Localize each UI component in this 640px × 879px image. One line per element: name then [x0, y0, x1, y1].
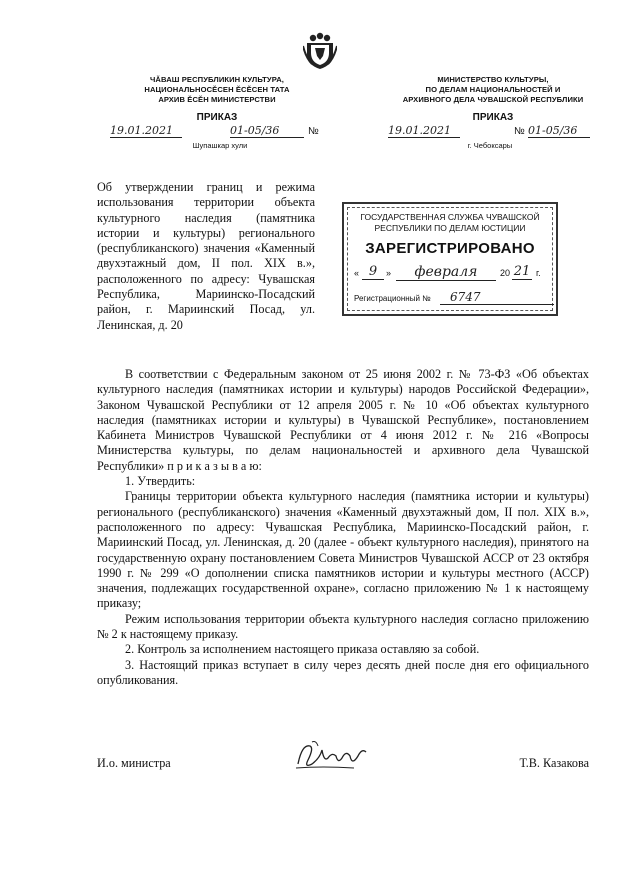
order-date-number-left [110, 124, 330, 140]
order-date-right: 19.01.2021 [388, 124, 460, 138]
body-paragraph-boundaries: Границы территории объекта культурного наследия (памятника истории и культуры) регионального (республиканского) значения «Каменный двухэтажный дом, II пол. XIX в.», расположенного по адресу: Чувашская Республика, Мариинско-Посадский район, г. Мариинский Посад, ул. Ленинская, д. 20 (далее - объект культурного наследия), принятого на государственную охрану постановлением Совета Министров Чувашской АССР от 23 октября 1990 г. № 299 «О дополнении списка памятников истории и культуры местного (АССР) значения, подлежащих государственной охране», согласно приложению № 1 к настоящему приказу; [97, 489, 589, 611]
stamp-date: « 9 » февраля 20 21 г. [354, 264, 541, 280]
order-number-left: 01-05/36 [230, 124, 304, 138]
body-item-3: 3. Настоящий приказ вступает в силу через десять дней после дня его официального опубликования. [97, 657, 589, 687]
number-sign-right: № [514, 126, 525, 137]
stamp-line2: РЕСПУБЛИКИ ПО ДЕЛАМ ЮСТИЦИИ [374, 223, 526, 233]
body-item-2: 2. Контроль за исполнением настоящего приказа оставляю за собой. [125, 642, 480, 657]
stamp-year-prefix: 20 [500, 268, 511, 278]
body-item-1: 1. Утвердить: [125, 474, 196, 489]
stamp-month: февраля [396, 264, 496, 281]
header-right-line3: АРХИВНОГО ДЕЛА ЧУВАШСКОЙ РЕСПУБЛИКИ [402, 95, 584, 104]
city-right: г. Чебоксары [467, 141, 513, 150]
stamp-reg-number: 6747 [440, 290, 554, 305]
stamp-title: ЗАРЕГИСТРИРОВАНО [365, 240, 535, 257]
order-number-right: 01-05/36 [528, 124, 590, 138]
stamp-line1: ГОСУДАРСТВЕННАЯ СЛУЖБА ЧУВАШСКОЙ [360, 212, 540, 222]
stamp-year-unit: г. [536, 268, 541, 278]
order-date-number-right [388, 124, 618, 140]
body-paragraph-regime: Режим использования территории объекта культурного наследия согласно приложению № 2 к настоящему приказу. [97, 611, 589, 642]
body-paragraph-preamble: В соответствии с Федеральным законом от 25 июня 2002 г. № 73-ФЗ «Об объектах культурного наследия (памятниках истории и культуры) народов Российской Федерации», Законом Чувашской Республики от 12 апреля 2005 г. № 10 «Об объектах культурного наследия (памятниках истории и культуры) в Чувашской Республике», постановлением Кабинета Министров Чувашской Республики от 4 июня 2012 г. № 216 «Вопросы Министерства культуры, по делам национальностей и архивного дела Чувашской Республики» п р и к а з ы в а ю: [97, 367, 589, 473]
header-right-line1: МИНИСТЕРСТВО КУЛЬТУРЫ, [437, 75, 549, 84]
stamp-year-suffix: 21 [513, 264, 531, 279]
registration-stamp [342, 202, 558, 316]
stamp-reg-label: Регистрационный № [354, 294, 431, 303]
header-right [378, 75, 608, 105]
order-body [97, 367, 589, 688]
stamp-day: 9 [362, 264, 384, 280]
signatory-title: И.о. министра [97, 756, 171, 770]
city-left: Шупашкар хули [192, 141, 248, 150]
signatory-name: Т.В. Казакова [519, 756, 589, 770]
stamp-registration [354, 292, 554, 308]
header-left-line1: ЧĂВАШ РЕСПУБЛИКИН КУЛЬТУРА, [149, 75, 285, 84]
handwritten-signature [292, 738, 372, 774]
header-left [112, 75, 322, 105]
order-word-right: ПРИКАЗ [472, 112, 514, 123]
header-right-line2: ПО ДЕЛАМ НАЦИОНАЛЬНОСТЕЙ И [425, 85, 561, 94]
order-date-left: 19.01.2021 [110, 124, 182, 138]
header-left-line3: АРХИВ ĔСĔН МИНИСТЕРСТВИ [158, 95, 276, 104]
coat-of-arms-emblem [303, 30, 337, 70]
order-subject: Об утверждении границ и режима использования территории объекта культурного наследия (памятника истории и культуры) регионального (республиканского) значения «Каменный двухэтажный дом, II пол. XIX в.», расположенного по адресу: Чувашская Республика, Мариинско-Посадский район, г. Мариинский Посад, ул. Ленинская, д. 20 [97, 180, 315, 332]
header-left-line2: НАЦИОНАЛЬНОСĔСЕН ĔСĔСЕН ТАТА [144, 85, 290, 94]
number-sign-left: № [308, 126, 319, 137]
order-word-left: ПРИКАЗ [196, 112, 238, 123]
